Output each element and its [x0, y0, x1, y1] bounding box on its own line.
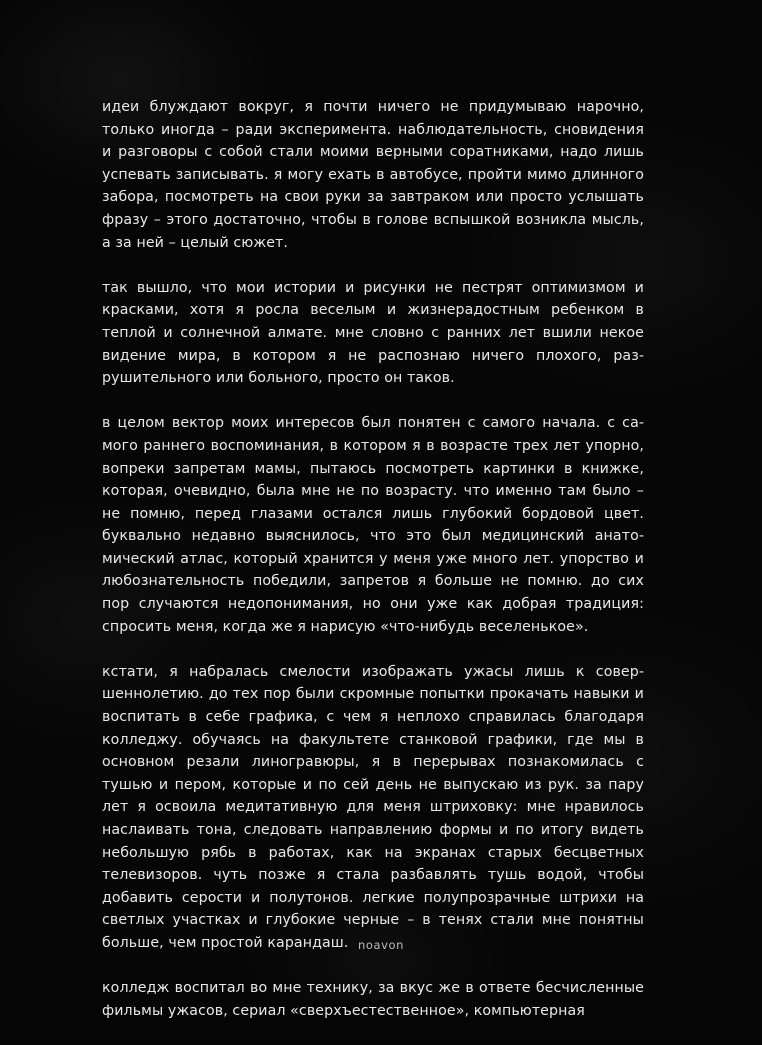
paragraph-ideas: идеи блуждают вокруг, я почти ничего не придумываю нарочно, только иногда – ради эксперимента. наблюдательность, сновидения и разговоры с собой стали моими верными соратниками, надо лишь успевать записывать. я могу ехать в автобусе, пройти мимо длинного забора, посмотреть на свои руки за завтраком или просто услышать фразу – этого достаточно, чтобы в голове вспышкой возникла мысль, а за ней – целый сюжет.: [102, 99, 644, 251]
paragraph-stories: так вышло, что мои истории и рисунки не пестрят оптимизмом и красками, хотя я росла веселым и жизнерадостным ребенком в теплой и солнечной алмате. мне словно с ранних лет вшили некое видение мира, в котором я не распознаю ничего плохого, разрушительного или больного, просто он таков.: [102, 279, 644, 387]
article-body: [102, 96, 644, 1045]
paragraph-horror: кстати, я набралась смелости изображать ужасы лишь к совершеннолетию. до тех пор были скромные попытки прокачать навыки и воспитать в себе графика, с чем я неплохо справилась благодаря колледжу. обучаясь на факультете станковой графики, где мы в основном резали линогравюры, я в перерывах познакомилась с тушью и пером, которые и по сей день не выпускаю из рук. за пару лет я освоила медитативную для меня штриховку: мне нравилось наслаивать тона, следовать направлению формы и по итогу видеть небольшую рябь в работах, как на экранах старых бесцветных телевизоров. чуть позже я стала разбавлять тушь водой, чтобы добавить серости и полутонов. легкие полупрозрачные штрихи на светлых участках и глубокие черные – в тенях стали мне понятны больше, чем простой карандаш.: [102, 663, 644, 951]
paragraph-interests: в целом вектор моих интересов был понятен с самого начала. с самого раннего воспоминания, в котором я в возрасте трех лет упорно, вопреки запретам мамы, пытаюсь посмотреть картинки в книжке, которая, очевидно, была мне не по возрасту. что именно там было – не помню, перед глазами остался лишь глубокий бордовой цвет. буквально недавно выяснилось, что это был медицинский анатомический атлас, который хранится у меня уже много лет. упорство и любознательность победили, запретов я больше не помню. до сих пор случаются недопонимания, но они уже как добрая традиция: спросить меня, когда же я нарисую «что-нибудь веселенькое».: [102, 415, 644, 635]
footer-signature: noavon: [357, 938, 405, 952]
paragraph-college: колледж воспитал во мне технику, за вкус же в ответе бесчисленные фильмы ужасов, сериал «сверхъестественное», компьютерная: [102, 980, 644, 1019]
